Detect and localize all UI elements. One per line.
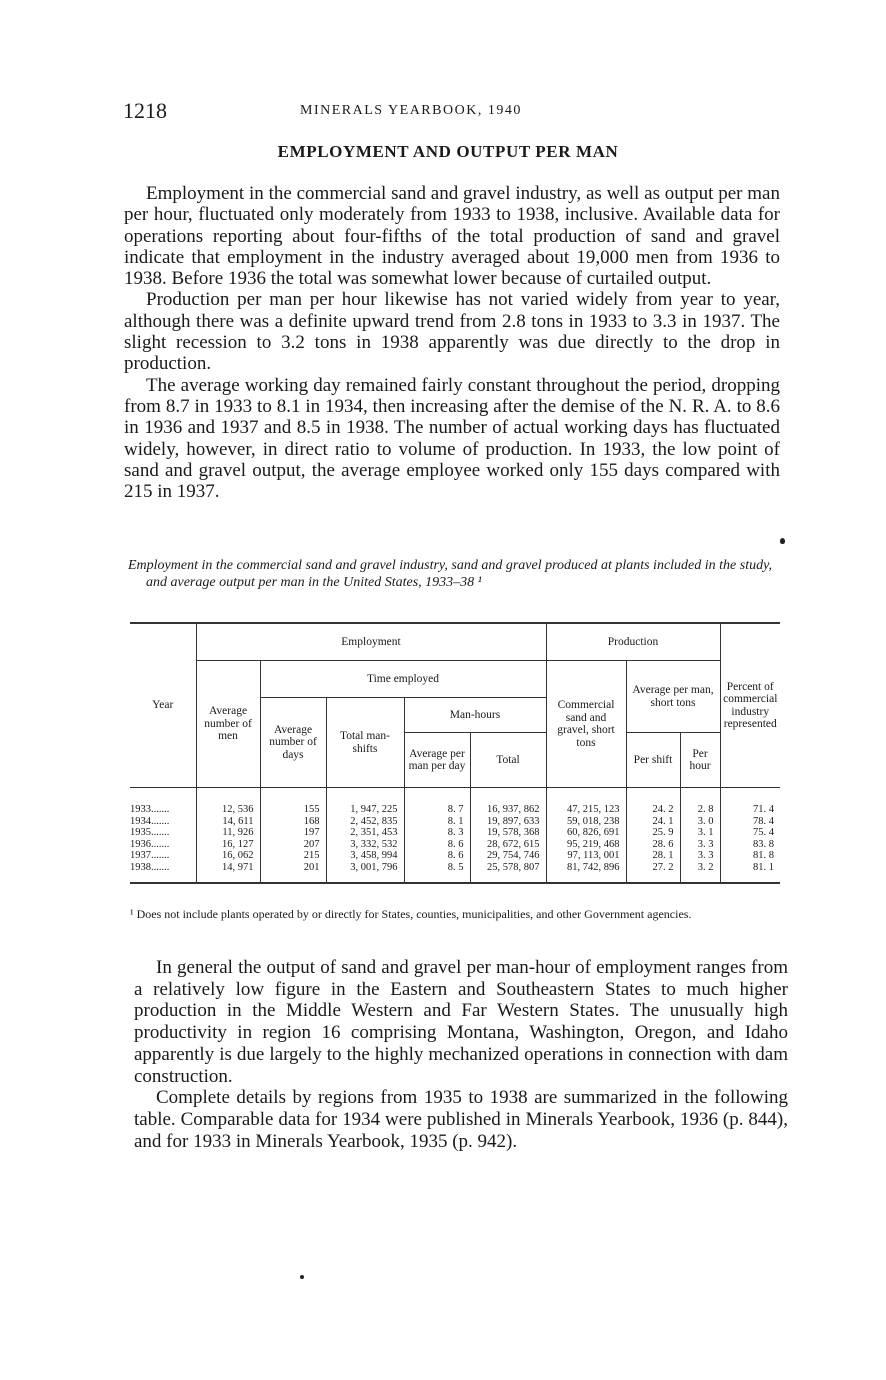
- cell-man-shifts: 1, 947, 225: [326, 788, 404, 816]
- cell-per-hour: 2. 8: [680, 788, 720, 816]
- header-avg-days: Average number of days: [260, 698, 326, 788]
- cell-per-hour: 3. 3: [680, 839, 720, 851]
- cell-days: 168: [260, 816, 326, 828]
- cell-per-hour: 3. 0: [680, 816, 720, 828]
- cell-year: 1935.......: [130, 827, 170, 839]
- cell-hours-per-day: 8. 6: [404, 839, 470, 851]
- cell-tons: 81, 742, 896: [546, 862, 626, 883]
- header-total-hours: Total: [470, 733, 546, 788]
- cell-percent: 71. 4: [720, 788, 780, 816]
- page-number: 1218: [123, 98, 167, 123]
- cell-man-shifts: 3, 458, 994: [326, 850, 404, 862]
- cell-year: 1937.......: [130, 850, 170, 862]
- table-caption-text: Employment in the commercial sand and gravel industry, sand and gravel produced at plants included in the study, and average output per man in the United States, 1933–38 ¹: [128, 558, 773, 590]
- header-avg-per-man: Average per man, short tons: [626, 661, 720, 733]
- cell-tons: 95, 219, 468: [546, 839, 626, 851]
- cell-days: 197: [260, 827, 326, 839]
- cell-hours-per-day: 8. 3: [404, 827, 470, 839]
- paragraph-details: Complete details by regions from 1935 to 1938 are summarized in the following table. Comparable data for 1934 were published in Minerals Yearbook, 1936 (p. 844), and for 1933 in Minerals Yearbook, 1935 (p. 942).: [134, 1087, 788, 1152]
- header-percent-represented: Percent of commercial industry represented: [720, 623, 780, 788]
- cell-year: 1936.......: [130, 838, 170, 850]
- header-avg-men: Average number of men: [196, 661, 260, 788]
- cell-per-shift: 24. 2: [626, 788, 680, 816]
- cell-tons: 47, 215, 123: [546, 788, 626, 816]
- cell-per-shift: 27. 2: [626, 862, 680, 883]
- cell-tons: 59, 018, 238: [546, 816, 626, 828]
- table-footnote: ¹ Does not include plants operated by or directly for States, counties, municipalities, and other Government agencies.: [130, 907, 692, 921]
- header-per-shift: Per shift: [626, 733, 680, 788]
- cell-per-hour: 3. 3: [680, 850, 720, 862]
- header-avg-per-day: Average per man per day: [404, 733, 470, 788]
- cell-men: 14, 611: [196, 816, 260, 828]
- table-row: [130, 816, 780, 828]
- cell-days: 207: [260, 839, 326, 851]
- header-total-man-shifts: Total man-shifts: [326, 698, 404, 788]
- ink-dot: [300, 1275, 304, 1279]
- cell-percent: 78. 4: [720, 816, 780, 828]
- paragraph-regional-output: In general the output of sand and gravel per man-hour of employment ranges from a relatively low figure in the Eastern and Southeastern States to much higher production in the Middle Western and Far Western States. The unusually high productivity in region 16 comprising Montana, Washington, Oregon, and Idaho apparently is due largely to the highly mechanized operations in connection with dam construction.: [134, 957, 788, 1087]
- regional-text: [134, 957, 788, 1152]
- cell-total-hours: 28, 672, 615: [470, 839, 546, 851]
- cell-per-shift: 24. 1: [626, 816, 680, 828]
- cell-men: 12, 536: [196, 788, 260, 816]
- table-row: [130, 862, 780, 883]
- cell-per-hour: 3. 1: [680, 827, 720, 839]
- table-row: [130, 839, 780, 851]
- running-head: MINERALS YEARBOOK, 1940: [300, 103, 522, 118]
- cell-men: 16, 127: [196, 839, 260, 851]
- header-production: Production: [546, 623, 720, 661]
- cell-total-hours: 25, 578, 807: [470, 862, 546, 883]
- cell-tons: 97, 113, 001: [546, 850, 626, 862]
- header-man-hours: Man-hours: [404, 698, 546, 733]
- table-row: [130, 788, 780, 816]
- cell-per-shift: 28. 6: [626, 839, 680, 851]
- cell-percent: 75. 4: [720, 827, 780, 839]
- header-per-hour: Per hour: [680, 733, 720, 788]
- paragraph-working-day: The average working day remained fairly constant throughout the period, dropping from 8.7 in 1933 to 8.1 in 1934, then increasing after the demise of the N. R. A. to 8.6 in 1936 and 1937 and 8.5 in 1938. The number of actual working days has fluctuated widely, however, in direct ratio to volume of production. In 1933, the low point of sand and gravel output, the average employee worked only 155 days compared with 215 in 1937.: [124, 374, 780, 503]
- intro-text: [124, 183, 780, 502]
- table-row: [130, 850, 780, 862]
- cell-hours-per-day: 8. 5: [404, 862, 470, 883]
- cell-tons: 60, 826, 691: [546, 827, 626, 839]
- cell-total-hours: 19, 897, 633: [470, 816, 546, 828]
- cell-total-hours: 19, 578, 368: [470, 827, 546, 839]
- section-title: EMPLOYMENT AND OUTPUT PER MAN: [277, 142, 619, 161]
- cell-hours-per-day: 8. 1: [404, 816, 470, 828]
- table-row: [130, 827, 780, 839]
- cell-percent: 83. 8: [720, 839, 780, 851]
- header-employment: Employment: [196, 623, 546, 661]
- cell-year: 1933.......: [130, 804, 170, 815]
- cell-per-shift: 28. 1: [626, 850, 680, 862]
- cell-man-shifts: 2, 452, 835: [326, 816, 404, 828]
- cell-per-shift: 25. 9: [626, 827, 680, 839]
- employment-table: [130, 622, 780, 884]
- cell-days: 201: [260, 862, 326, 883]
- header-year: Year: [130, 623, 196, 788]
- cell-man-shifts: 3, 001, 796: [326, 862, 404, 883]
- ink-mark: [780, 538, 785, 544]
- header-commercial-tons: Commercial sand and gravel, short tons: [546, 661, 626, 788]
- cell-men: 11, 926: [196, 827, 260, 839]
- cell-man-shifts: 3, 332, 532: [326, 839, 404, 851]
- cell-hours-per-day: 8. 6: [404, 850, 470, 862]
- cell-year: 1938.......: [130, 862, 196, 883]
- cell-percent: 81. 1: [720, 862, 780, 883]
- cell-total-hours: 29, 754, 746: [470, 850, 546, 862]
- cell-men: 16, 062: [196, 850, 260, 862]
- table-caption: [128, 557, 778, 591]
- cell-men: 14, 971: [196, 862, 260, 883]
- cell-total-hours: 16, 937, 862: [470, 788, 546, 816]
- cell-percent: 81. 8: [720, 850, 780, 862]
- cell-year: 1934.......: [130, 815, 170, 827]
- paragraph-production: Production per man per hour likewise has not varied widely from year to year, although there was a definite upward trend from 2.8 tons in 1933 to 3.3 in 1937. The slight recession to 3.2 tons in 1938 apparently was due directly to the drop in production.: [124, 289, 780, 375]
- cell-days: 155: [260, 788, 326, 816]
- cell-days: 215: [260, 850, 326, 862]
- cell-per-hour: 3. 2: [680, 862, 720, 883]
- paragraph-employment: Employment in the commercial sand and gravel industry, as well as output per man per hour, fluctuated only moderately from 1933 to 1938, inclusive. Available data for operations reporting about four-fifths of the total production of sand and gravel indicate that employment in the industry averaged about 19,000 men from 1936 to 1938. Before 1936 the total was somewhat lower because of curtailed output.: [124, 183, 780, 290]
- cell-man-shifts: 2, 351, 453: [326, 827, 404, 839]
- cell-hours-per-day: 8. 7: [404, 788, 470, 816]
- header-time-employed: Time employed: [260, 661, 546, 698]
